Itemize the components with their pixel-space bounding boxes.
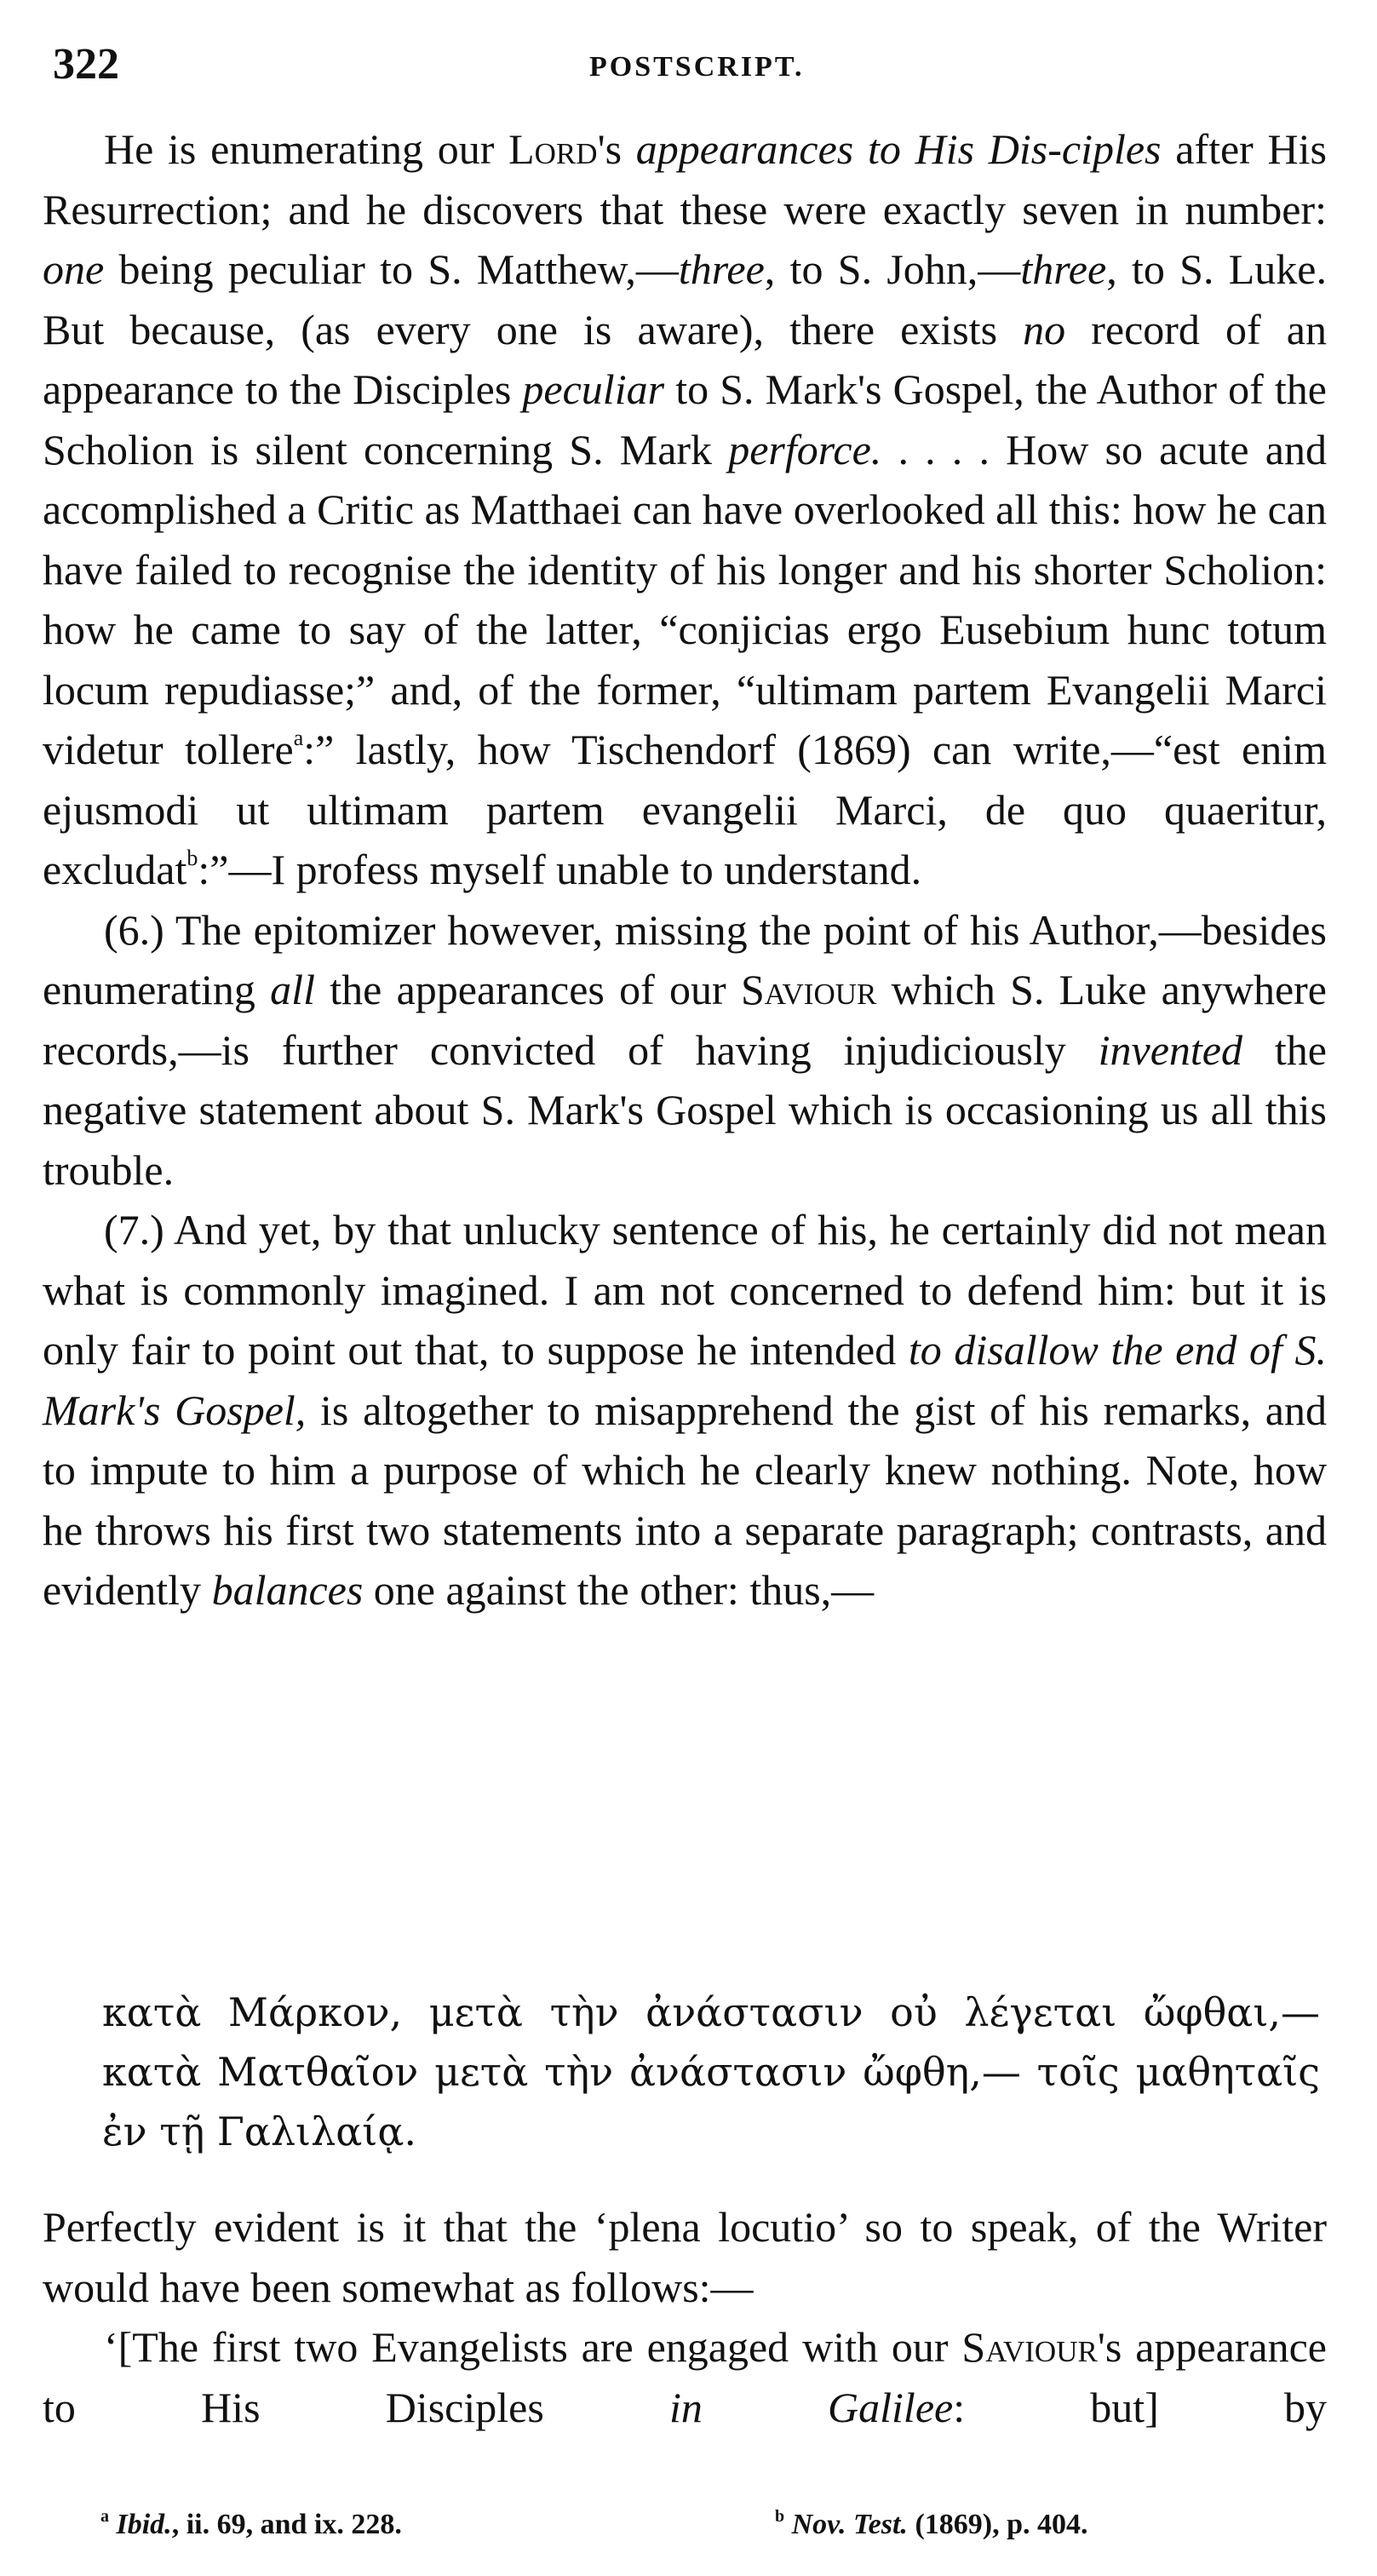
paragraph-7: (7.) And yet, by that unlucky sentence of his, he certainly did not mean what is commonly imagined. I am not concerned to defend him: but it is only fair to point out that, to suppose he intended to disallow the end of S. Mark's Gospel, is altogether to misapprehend the gist of his remarks, and to impute to him a purpose of which he clearly knew nothing. Note, how he throws his first two statements into a separate paragraph; contrasts, and evidently balances one against the other: thus,— — [43, 1206, 1327, 1614]
body-text — [43, 119, 1327, 1621]
footnote-b: $^b$ Nov. Test. (1869), p. 404. — [775, 2507, 1088, 2540]
paragraph-enumerating: He is enumerating our Lord's appearances to His Dis-ciples after His Resurrection; and he discovers that these were exactly seven in number: one being peculiar to S. Matthew,—three, to S. John,—three, to S. Luke. But because, (as every one is aware), there exists no record of an appearance to the Disciples peculiar to S. Mark's Gospel, the Author of the Scholion is silent concerning S. Mark perforce. . . . . How so acute and accomplished a Critic as Matthaei can have overlooked all this: how he can have failed to recognise the identity of his longer and his shorter Scholion: how he came to say of the latter, “conjicias ergo Eusebium hunc totum locum repudiasse;” and, of the former, “ultimam partem Evangelii Marci videtur tollere$^a$:” lastly, how Tischendorf (1869) can write,—“est enim ejusmodi ut ultimam partem evangelii Marci, de quo quaeritur, excludat$^b$:”—I profess myself unable to understand. — [43, 125, 1328, 893]
footnote-ref-b: b — [186, 846, 198, 870]
paragraph-6: (6.) The epitomizer however, missing the point of his Author,—besides enumerating all the appearances of our Saviour which S. Luke anywhere records,—is further convicted of having injudiciously invented the negative statement about S. Mark's Gospel which is occasioning us all this trouble. — [43, 905, 1327, 1194]
greek-line-2: κατὰ Ματθαῖον μετὰ τὴν ἀνάστασιν ὤφθη,— τοῖς μαθηταῖς — [102, 2049, 1320, 2095]
greek-quotation — [102, 1982, 1320, 2161]
footnote-a: $^a$ Ibid., ii. 69, and ix. 228. — [100, 2507, 402, 2540]
footnote-ref-a: a — [293, 726, 304, 750]
greek-line-3: ἐν τῇ Γαλιλαίᾳ. — [102, 2108, 417, 2154]
small-caps-saviour: Saviour — [740, 966, 877, 1013]
paragraph-plena-locutio: Perfectly evident is it that the ‘plena locutio’ so to speak, of the Writer would have been somewhat as follows:— — [43, 2203, 1327, 2311]
running-head: POSTSCRIPT. — [589, 51, 805, 83]
body-text-continued — [43, 2197, 1327, 2437]
page-header — [53, 39, 1330, 99]
paragraph-quotation: ‘[The first two Evangelists are engaged with our Saviour's appearance to His Disciples in Galilee: but] by — [43, 2323, 1328, 2431]
greek-line-1: κατὰ Μάρκον, μετὰ τὴν ἀνάστασιν οὐ λέγεται ὤφθαι,— — [102, 1989, 1320, 2035]
small-caps-lord: Lord — [508, 125, 598, 173]
page-number: 322 — [53, 40, 119, 89]
